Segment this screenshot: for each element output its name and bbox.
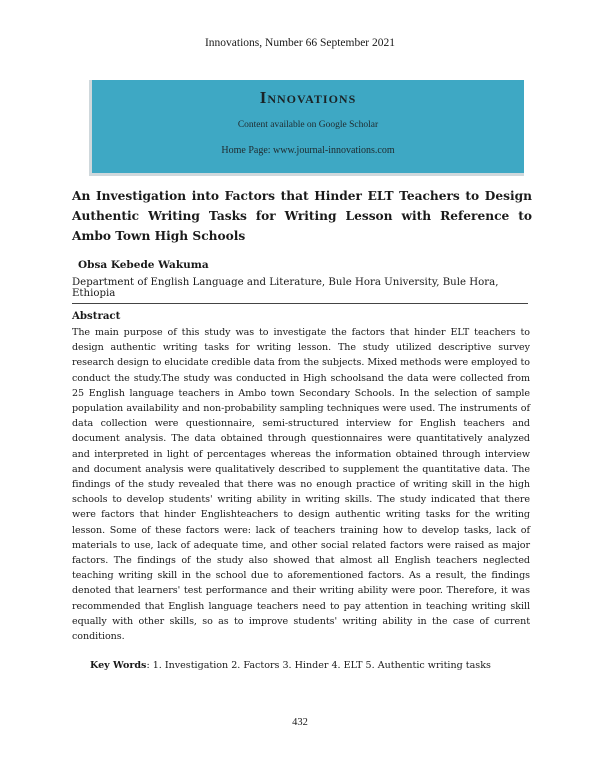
abstract-text: The main purpose of this study was to investigate the factors that hinder ELT teachers to design authentic writing tasks for writing lesson. The study utilized descriptive survey research design to elucidate credible data from the subjects. Mixed methods were employed to conduct the study.The study was conducted in High schoolsand the data were collected from 25 English language teachers in Ambo town Secondary Schools. In the selection of sample population availability and non-probability sampling techniques were used. The instruments of data collection were questionnaire, semi-structured interview for English teachers and document analysis. The data obtained through questionnaires were quantitatively analyzed and interpreted in light of percentages whereas the information obtained through interview and document analysis were qualitatively described to supplement the quantitative data. The findings of the study revealed that there was no enough practice of writing skill in the high schools to develop students' writing ability in writing skills. The study indicated that there were factors that hinder Englishteachers to design authentic writing tasks for the writing lesson. Some of these factors were: lack of teachers training how to develop tasks, lack of materials to use, lack of adequate time, and other social related factors were raised as major factors. The findings of the study also showed that almost all English teachers neglected teaching writing skill in the school due to aforementioned factors. As a result, the findings denoted that learners' test performance and their writing ability were poor. Therefore, it was recommended that English language teachers need to pay attention in teaching writing skill equally with other skills, so as to improve students' writing ability in the case of current conditions.	[72, 327, 530, 643]
section-divider	[72, 303, 528, 304]
abstract-heading: Abstract	[72, 310, 121, 322]
author-affiliation: Department of English Language and Literature, Bule Hora University, Bule Hora, Ethiopia	[72, 277, 499, 299]
keywords-label: Key Words	[90, 660, 147, 671]
availability-note: Content available on Google Scholar	[237, 120, 379, 130]
homepage-link[interactable]: Home Page: www.journal-innovations.com	[221, 145, 395, 156]
journal-title: Innovations	[259, 88, 357, 107]
keywords-text: : 1. Investigation 2. Factors 3. Hinder 4. ELT 5. Authentic writing tasks	[146, 660, 491, 671]
keywords-line	[90, 660, 530, 671]
page-number: 432	[292, 717, 308, 728]
running-head: Innovations, Number 66 September 2021	[204, 37, 396, 49]
journal-banner	[89, 80, 524, 176]
author-name: Obsa Kebede Wakuma	[78, 259, 209, 271]
paper-title: An Investigation into Factors that Hinder ELT Teachers to Design Authentic Writing Tasks for Writing Lesson with Reference to Ambo Town High Schools	[72, 189, 532, 243]
